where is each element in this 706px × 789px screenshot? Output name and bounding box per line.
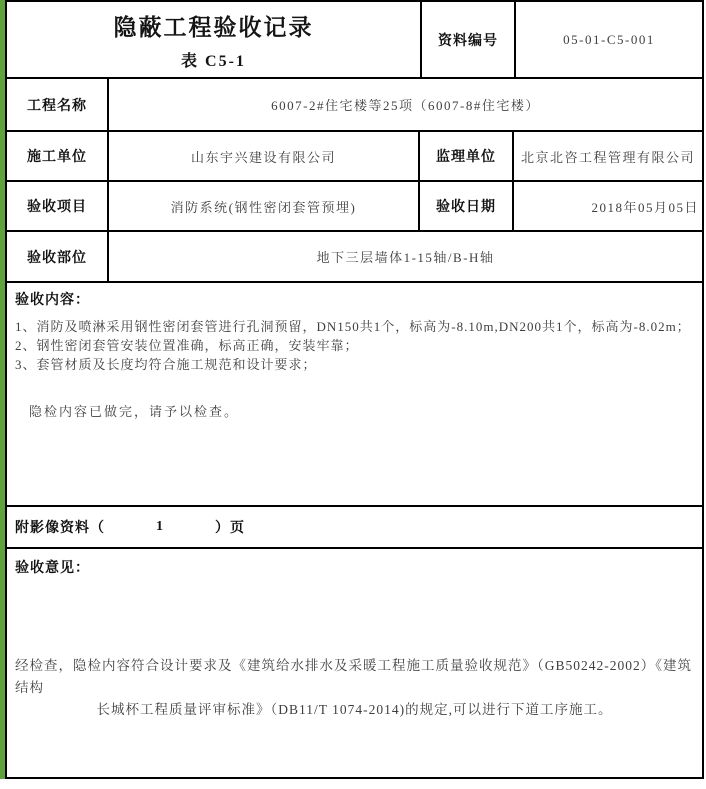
- opinion-heading: 验收意见：: [15, 561, 90, 576]
- acceptance-opinion-section: [7, 549, 702, 777]
- date-value: 2018年05月05日: [591, 199, 699, 215]
- form-number: 表 C5-1: [181, 52, 246, 70]
- attachment-row: [7, 507, 702, 549]
- location-label: 验收部位: [7, 232, 109, 281]
- title-cell: [7, 2, 422, 77]
- opinion-body: [15, 655, 694, 721]
- content-line-1: 1、消防及喷淋采用钢性密闭套管进行孔洞预留，DN150共1个，标高为-8.10m,DN200共1个，标高为-8.02m；: [15, 319, 691, 334]
- acceptance-content-section: [7, 283, 702, 507]
- doc-no-value: 05-01-C5-001: [563, 31, 655, 47]
- item-row: [7, 182, 702, 232]
- project-row: [7, 79, 702, 132]
- attachment-suffix: ）页: [215, 521, 245, 536]
- supervisor-value: 北京北咨工程管理有限公司: [520, 149, 695, 165]
- location-value: 地下三层墙体1-15轴/B-H轴: [316, 250, 495, 265]
- contractor-label: 施工单位: [7, 132, 109, 180]
- project-value: 6007-2#住宅楼等25项（6007-8#住宅楼）: [271, 98, 540, 113]
- item-value: 消防系统(钢性密闭套管预埋): [109, 182, 420, 230]
- item-label: 验收项目: [7, 182, 109, 230]
- location-row: [7, 232, 702, 283]
- page-title: 隐蔽工程验收记录: [113, 14, 314, 40]
- opinion-line-2: 长城杯工程质量评审标准》（DB11/T 1074-2014)的规定,可以进行下道工序施工。: [96, 702, 613, 717]
- attachment-page-count: 1: [156, 519, 164, 534]
- content-heading: 验收内容：: [15, 293, 90, 308]
- content-note: 隐检内容已做完，请予以检查。: [29, 404, 240, 419]
- contractor-value: 山东宇兴建设有限公司: [109, 132, 420, 180]
- title-row: [7, 2, 702, 79]
- opinion-line-1: 经检查，隐检内容符合设计要求及《建筑给水排水及采暖工程施工质量验收规范》（GB50242-2002）《建筑结构: [15, 658, 692, 695]
- date-label: 验收日期: [420, 182, 514, 230]
- project-label: 工程名称: [7, 79, 109, 130]
- acceptance-record-form: [5, 0, 704, 779]
- attachment-prefix: 附影像资料（: [15, 521, 105, 536]
- content-line-3: 3、套管材质及长度均符合施工规范和设计要求；: [15, 357, 317, 372]
- content-lines: [15, 317, 694, 374]
- content-line-2: 2、钢性密闭套管安装位置准确，标高正确，安装牢靠；: [15, 338, 359, 353]
- contractor-row: [7, 132, 702, 182]
- doc-no-label: 资料编号: [422, 2, 516, 77]
- supervisor-label: 监理单位: [420, 132, 514, 180]
